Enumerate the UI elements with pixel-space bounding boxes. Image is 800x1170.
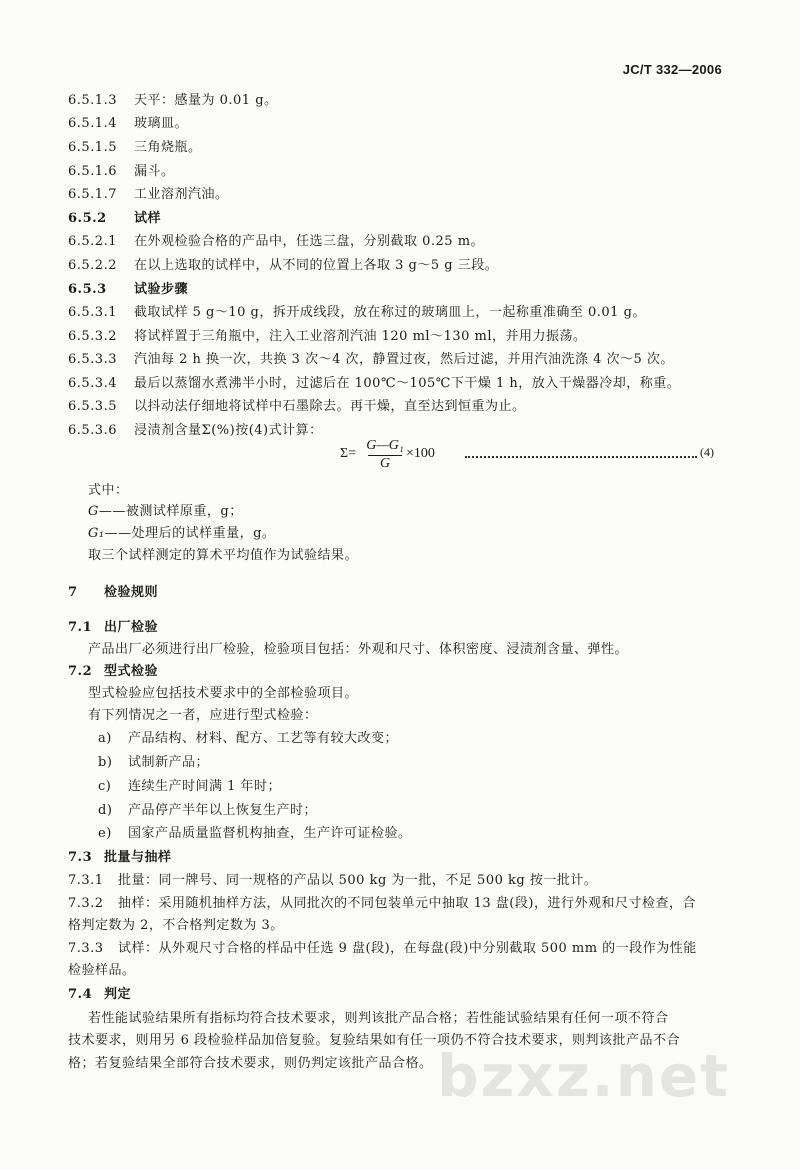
section-7-2-text-2: 有下列情况之一者，应进行型式检验： <box>88 708 318 723</box>
clause-text: 工业溶剂汽油。 <box>134 187 229 202</box>
clause-number: 6.5.2.2 <box>68 258 117 273</box>
where-def-2 <box>88 526 275 542</box>
condition-text: 国家产品质量监督机构抽查，生产许可证检验。 <box>128 826 412 841</box>
clause-text: 三角烧瓶。 <box>134 140 202 155</box>
clause-text: 最后以蒸馏水煮沸半小时，过滤后在 100℃～105℃下干燥 1 h，放入干燥器冷却，称重。 <box>134 376 681 391</box>
section-7-2-heading: 7.2 型式检验 <box>68 664 159 679</box>
condition-label: d) <box>98 803 113 818</box>
section-7-3-3-line-2: 检验样品。 <box>68 963 136 978</box>
clause-line <box>68 282 188 298</box>
clause-line <box>68 164 175 180</box>
clause-line <box>68 423 323 439</box>
clause-text: 截取试样 5 g～10 g，拆开成线段，放在称过的玻璃皿上，一起称重准确至 0.01 g。 <box>134 305 646 320</box>
formula-numerator: G—G₁ <box>366 438 404 453</box>
clause-line <box>68 352 674 368</box>
clause-number: 6.5.3.2 <box>68 329 117 344</box>
clause-number: 6.5.3.4 <box>68 376 117 391</box>
section-7-3-2-line-1: 7.3.2 抽样：采用随机抽样方法，从同批次的不同包装单元中抽取 13 盘(段)，进行外观和尺寸检查，合 <box>68 896 696 911</box>
clause-line <box>68 234 484 250</box>
clause-number: 6.5.1.4 <box>68 116 117 131</box>
clause-text: 试验步骤 <box>134 282 189 297</box>
formula-denominator: G <box>379 456 391 471</box>
clause-line <box>68 399 526 415</box>
condition-text: 产品结构、材料、配方、工艺等有较大改变； <box>128 731 399 746</box>
condition-label: c) <box>98 779 112 794</box>
condition-label: b) <box>98 755 113 770</box>
section-7-heading: 7 检验规则 <box>68 585 159 600</box>
clause-text: 汽油每 2 h 换一次，共换 3 次～4 次，静置过夜，然后过滤，并用汽油洗涤 4 次～5 次。 <box>134 352 674 367</box>
section-7-3-heading: 7.3 批量与抽样 <box>68 850 172 865</box>
clause-line <box>68 93 278 109</box>
clause-text: 试样 <box>134 211 162 226</box>
def-text: ——处理后的试样重量，g。 <box>104 526 276 541</box>
clause-number: 6.5.3.3 <box>68 352 117 367</box>
clause-number: 6.5.2 <box>68 211 107 226</box>
def-symbol: G <box>88 504 99 519</box>
clause-number: 6.5.1.7 <box>68 187 117 202</box>
clause-number: 6.5.1.6 <box>68 164 117 179</box>
clause-text: 天平：感量为 0.01 g。 <box>134 93 278 108</box>
where-def-1 <box>88 504 243 520</box>
clause-number: 6.5.3.1 <box>68 305 117 320</box>
section-7-2-text-1: 型式检验应包括技术要求中的全部检验项目。 <box>88 686 359 701</box>
condition-text: 试制新产品； <box>128 755 210 770</box>
def-text: ——被测试样原重，g； <box>98 504 243 519</box>
clause-line <box>68 187 229 203</box>
where-conclusion: 取三个试样测定的算术平均值作为试验结果。 <box>88 548 359 563</box>
clause-text: 漏斗。 <box>134 164 175 179</box>
where-intro: 式中： <box>88 483 129 498</box>
section-7-4-line-2: 技术要求，则用另 6 段检验样品加倍复验。复验结果如有任一项仍不符合技术要求，则判该批产品不合 <box>68 1033 681 1048</box>
leader-dots <box>465 446 697 458</box>
clause-text: 浸渍剂含量Σ(%)按(4)式计算： <box>134 423 323 438</box>
watermark: bzxz.net <box>437 1042 730 1110</box>
clause-text: 在外观检验合格的产品中，任选三盘，分别截取 0.25 m。 <box>134 234 485 249</box>
section-7-3-2-line-2: 格判定数为 2，不合格判定数为 3。 <box>68 918 284 933</box>
formula-times: ×100 <box>406 446 435 461</box>
clause-text: 玻璃皿。 <box>134 116 189 131</box>
condition-text: 连续生产时间满 1 年时； <box>128 779 282 794</box>
section-7-1-text: 产品出厂必须进行出厂检验，检验项目包括：外观和尺寸、体积密度、浸渍剂含量、弹性。 <box>88 642 629 657</box>
section-7-1-heading: 7.1 出厂检验 <box>68 620 159 635</box>
section-7-4-heading: 7.4 判定 <box>68 987 132 1002</box>
clause-number: 6.5.1.5 <box>68 140 117 155</box>
section-7-4-line-1: 若性能试验结果所有指标均符合技术要求，则判该批产品合格；若性能试验结果有任何一项不符合 <box>88 1011 669 1026</box>
clause-line <box>68 376 680 392</box>
clause-number: 6.5.2.1 <box>68 234 117 249</box>
standard-code: JC/T 332—2006 <box>622 62 722 77</box>
clause-number: 6.5.3 <box>68 282 107 297</box>
clause-line <box>68 116 188 132</box>
condition-item <box>98 755 209 771</box>
clause-text: 以抖动法仔细地将试样中石墨除去。再干燥，直至达到恒重为止。 <box>134 399 526 414</box>
clause-line <box>68 305 646 321</box>
clause-number: 6.5.3.6 <box>68 423 117 438</box>
clause-line <box>68 140 202 156</box>
condition-item <box>98 779 281 795</box>
clause-text: 在以上选取的试样中，从不同的位置上各取 3 g～5 g 三段。 <box>134 258 499 273</box>
section-7-3-1: 7.3.1 批量：同一牌号、同一规格的产品以 500 kg 为一批，不足 500 kg 按一批计。 <box>68 873 598 888</box>
condition-item <box>98 803 317 819</box>
condition-label: e) <box>98 826 112 841</box>
clause-line <box>68 258 498 274</box>
section-7-4-line-3: 格；若复验结果全部符合技术要求，则仍判定该批产品合格。 <box>68 1056 433 1071</box>
condition-text: 产品停产半年以上恢复生产时； <box>128 803 318 818</box>
clause-text: 将试样置于三角瓶中，注入工业溶剂汽油 120 ml～130 ml，并用力振荡。 <box>134 329 587 344</box>
condition-item <box>98 826 412 842</box>
clause-number: 6.5.1.3 <box>68 93 117 108</box>
clause-line <box>68 211 161 227</box>
section-7-3-3-line-1: 7.3.3 试样：从外观尺寸合格的样品中任选 9 盘(段)，在每盘(段)中分别截取 500 mm 的一段作为性能 <box>68 941 697 956</box>
formula-lhs: Σ= <box>340 446 357 461</box>
condition-label: a) <box>98 731 112 746</box>
clause-number: 6.5.3.5 <box>68 399 117 414</box>
condition-item <box>98 731 398 747</box>
clause-line <box>68 329 587 345</box>
equation-number: (4) <box>700 445 714 459</box>
def-symbol: G₁ <box>88 526 105 541</box>
